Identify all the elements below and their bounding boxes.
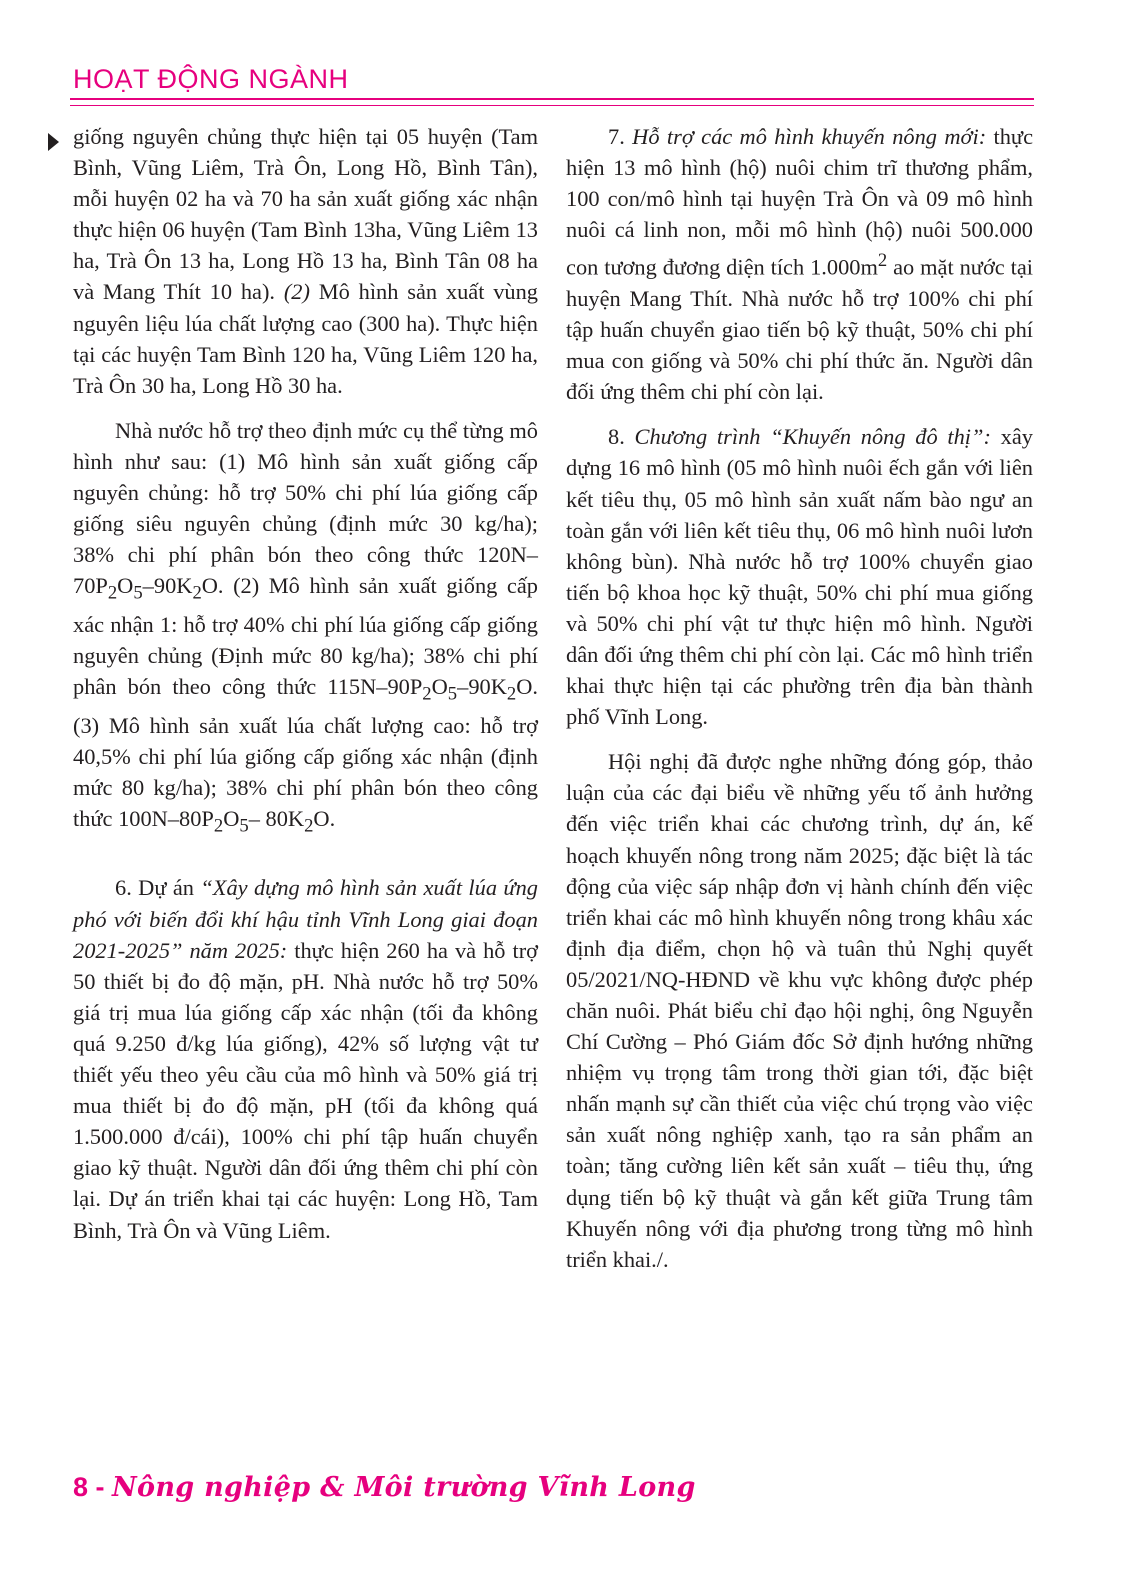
text-run: O xyxy=(117,573,134,599)
subscript: 2 xyxy=(192,582,202,604)
page-number: 8 xyxy=(73,1472,89,1502)
right-column xyxy=(566,121,1033,1275)
paragraph-right-3 xyxy=(566,746,1033,1275)
left-column xyxy=(73,121,538,1246)
text-run: xây dựng 16 mô hình (05 mô hình nuôi ếch gắn với liên kết tiêu thụ, 05 mô hình sản xuất nấm bào ngư an toàn gắn với liên kết tiêu thụ, 06 mô hình nuôi lươn không bùn). Nhà nước hỗ trợ 100% chuyển giao tiến bộ khoa học kỹ thuật, 50% chi phí mua giống và 50% chi phí vật tư thực hiện mô hình. Người dân đối ứng thêm chi phí còn lại. Các mô hình triển khai thực hiện tại các phường trên địa bàn thành phố Vĩnh Long. xyxy=(566,424,1033,730)
text-run-italic: Hỗ trợ các mô hình khuyến nông mới: xyxy=(632,124,987,149)
subscript: 2 xyxy=(213,815,224,837)
subscript: 5 xyxy=(133,582,143,604)
text-run: ao mặt nước tại huyện Mang Thít. Nhà nước hỗ trợ 100% chi phí tập huấn chuyển giao tiến bộ kỹ thuật, 50% chi phí mua con giống và 50% chi phí thức ăn. Người dân đối ứng thêm chi phí còn lại. xyxy=(566,254,1034,405)
header-rule xyxy=(70,98,1034,106)
text-run-italic: (2) xyxy=(283,279,310,305)
text-run: – 80K xyxy=(248,805,305,831)
paragraph-left-2 xyxy=(73,415,538,842)
text-run: –90K xyxy=(142,573,193,599)
text-run: O. (3) Mô hình sản xuất lúa chất lượng cao: hỗ trợ 40,5% chi phí lúa giống cấp giống xác nhận (định mức 80 kg/ha); 38% chi phí phân bón theo công thức 100N–80P xyxy=(73,674,538,831)
text-run: Nhà nước hỗ trợ theo định mức cụ thể từng mô hình như sau: (1) Mô hình sản xuất giống cấp nguyên chủng: hỗ trợ 50% chi phí lúa giống cấp giống siêu nguyên chủng (định mức 30 kg/ha); 38% chi phí phân bón theo công thức 120N–70P xyxy=(73,417,538,599)
subscript: 5 xyxy=(447,683,458,705)
text-run: thực hiện 13 mô hình (hộ) nuôi chim trĩ thương phẩm, 100 con/mô hình tại huyện Trà Ôn và 09 mô hình nuôi cá linh non, mỗi mô hình (hộ) nuôi 500.000 con tương đương diện tích 1.000m xyxy=(566,124,1034,280)
section-title: HOẠT ĐỘNG NGÀNH xyxy=(73,64,349,94)
magazine-name: Nông nghiệp & Môi trường Vĩnh Long xyxy=(112,1472,696,1503)
text-run: Mô hình sản xuất vùng nguyên liệu lúa chất lượng cao (300 ha). Thực hiện tại các huyện Tam Bình 120 ha, Vũng Liêm 120 ha, Trà Ôn 30 ha, Long Hồ 30 ha. xyxy=(73,279,538,398)
text-run: Hội nghị đã được nghe những đóng góp, thảo luận của các đại biểu về những yếu tố ảnh hưởng đến việc triển khai các chương trình, dự án, kế hoạch khuyến nông trong năm 2025; đặc biệt là tác động của việc sáp nhập đơn vị hành chính đến việc triển khai các mô hình khuyến nông trong khâu xác định địa điểm, chọn hộ và tuân thủ Nghị quyết 05/2021/NQ-HĐND về khu vực không được phép chăn nuôi. Phát biểu chỉ đạo hội nghị, ông Nguyễn Chí Cường – Phó Giám đốc Sở định hướng những nhiệm vụ trọng tâm trong thời gian tới, đặc biệt nhấn mạnh sự cần thiết của việc chú trọng vào việc sản xuất nông nghiệp xanh, tạo ra sản phẩm an toàn; tăng cường liên kết sản xuất – tiêu thụ, ứng dụng tiến bộ kỹ thuật và gắn kết giữa Trung tâm Khuyến nông với địa phương trong từng mô hình triển khai./. xyxy=(566,749,1033,1272)
subscript: 2 xyxy=(304,815,314,837)
subscript: 2 xyxy=(506,683,517,705)
subscript: 2 xyxy=(107,582,118,604)
paragraph-left-3 xyxy=(73,872,538,1245)
continue-arrow-icon xyxy=(48,133,59,151)
text-run: 7. xyxy=(608,124,633,149)
text-run: –90K xyxy=(457,674,507,700)
paragraph-right-1 xyxy=(566,121,1033,407)
text-run-italic: “Xây dựng mô hình sản xuất lúa ứng phó với biến đổi khí hậu tỉnh Vĩnh Long giai đoạn 2021-2025” năm 2025: xyxy=(73,875,538,963)
text-run: O xyxy=(223,805,240,831)
text-run: O. xyxy=(313,805,336,831)
paragraph-right-2 xyxy=(566,421,1033,732)
footer-separator: - xyxy=(88,1472,113,1502)
paragraph-left-1 xyxy=(73,121,538,401)
subscript: 5 xyxy=(239,815,249,837)
text-run-italic: Chương trình “Khuyến nông đô thị”: xyxy=(634,424,991,450)
superscript: 2 xyxy=(877,250,888,272)
text-run: 8. xyxy=(608,424,635,450)
text-run: 6. Dự án xyxy=(115,875,201,901)
page-footer xyxy=(73,1472,696,1503)
text-run: thực hiện 260 ha và hỗ trợ 50 thiết bị đo độ mặn, pH. Nhà nước hỗ trợ 50% giá trị mua lúa giống cấp xác nhận (tối đa không quá 9.250 đ/kg lúa giống), 42% số lượng vật tư thiết yếu theo yêu cầu của mô hình và 50% giá trị mua thiết bị đo độ mặn, pH (tối đa không quá 1.500.000 đ/cái), 100% chi phí tập huấn chuyển giao kỹ thuật. Người dân đối ứng thêm chi phí còn lại. Dự án triển khai tại các huyện: Long Hồ, Tam Bình, Trà Ôn và Vũng Liêm. xyxy=(73,937,539,1243)
subscript: 2 xyxy=(422,683,432,705)
text-run: giống nguyên chủng thực hiện tại 05 huyện (Tam Bình, Vũng Liêm, Trà Ôn, Long Hồ, Bình Tân), mỗi huyện 02 ha và 70 ha sản xuất giống xác nhận thực hiện 06 huyện (Tam Bình 13ha, Vũng Liêm 13 ha, Trà Ôn 13 ha, Long Hồ 13 ha, Bình Tân 08 ha và Mang Thít 10 ha). xyxy=(73,124,538,305)
text-run: O. (2) Mô hình sản xuất giống cấp xác nhận 1: hỗ trợ 40% chi phí lúa giống cấp giống nguyên chủng (Định mức 80 kg/ha); 38% chi phí phân bón theo công thức 115N–90P xyxy=(73,573,538,700)
text-run: O xyxy=(431,674,448,700)
